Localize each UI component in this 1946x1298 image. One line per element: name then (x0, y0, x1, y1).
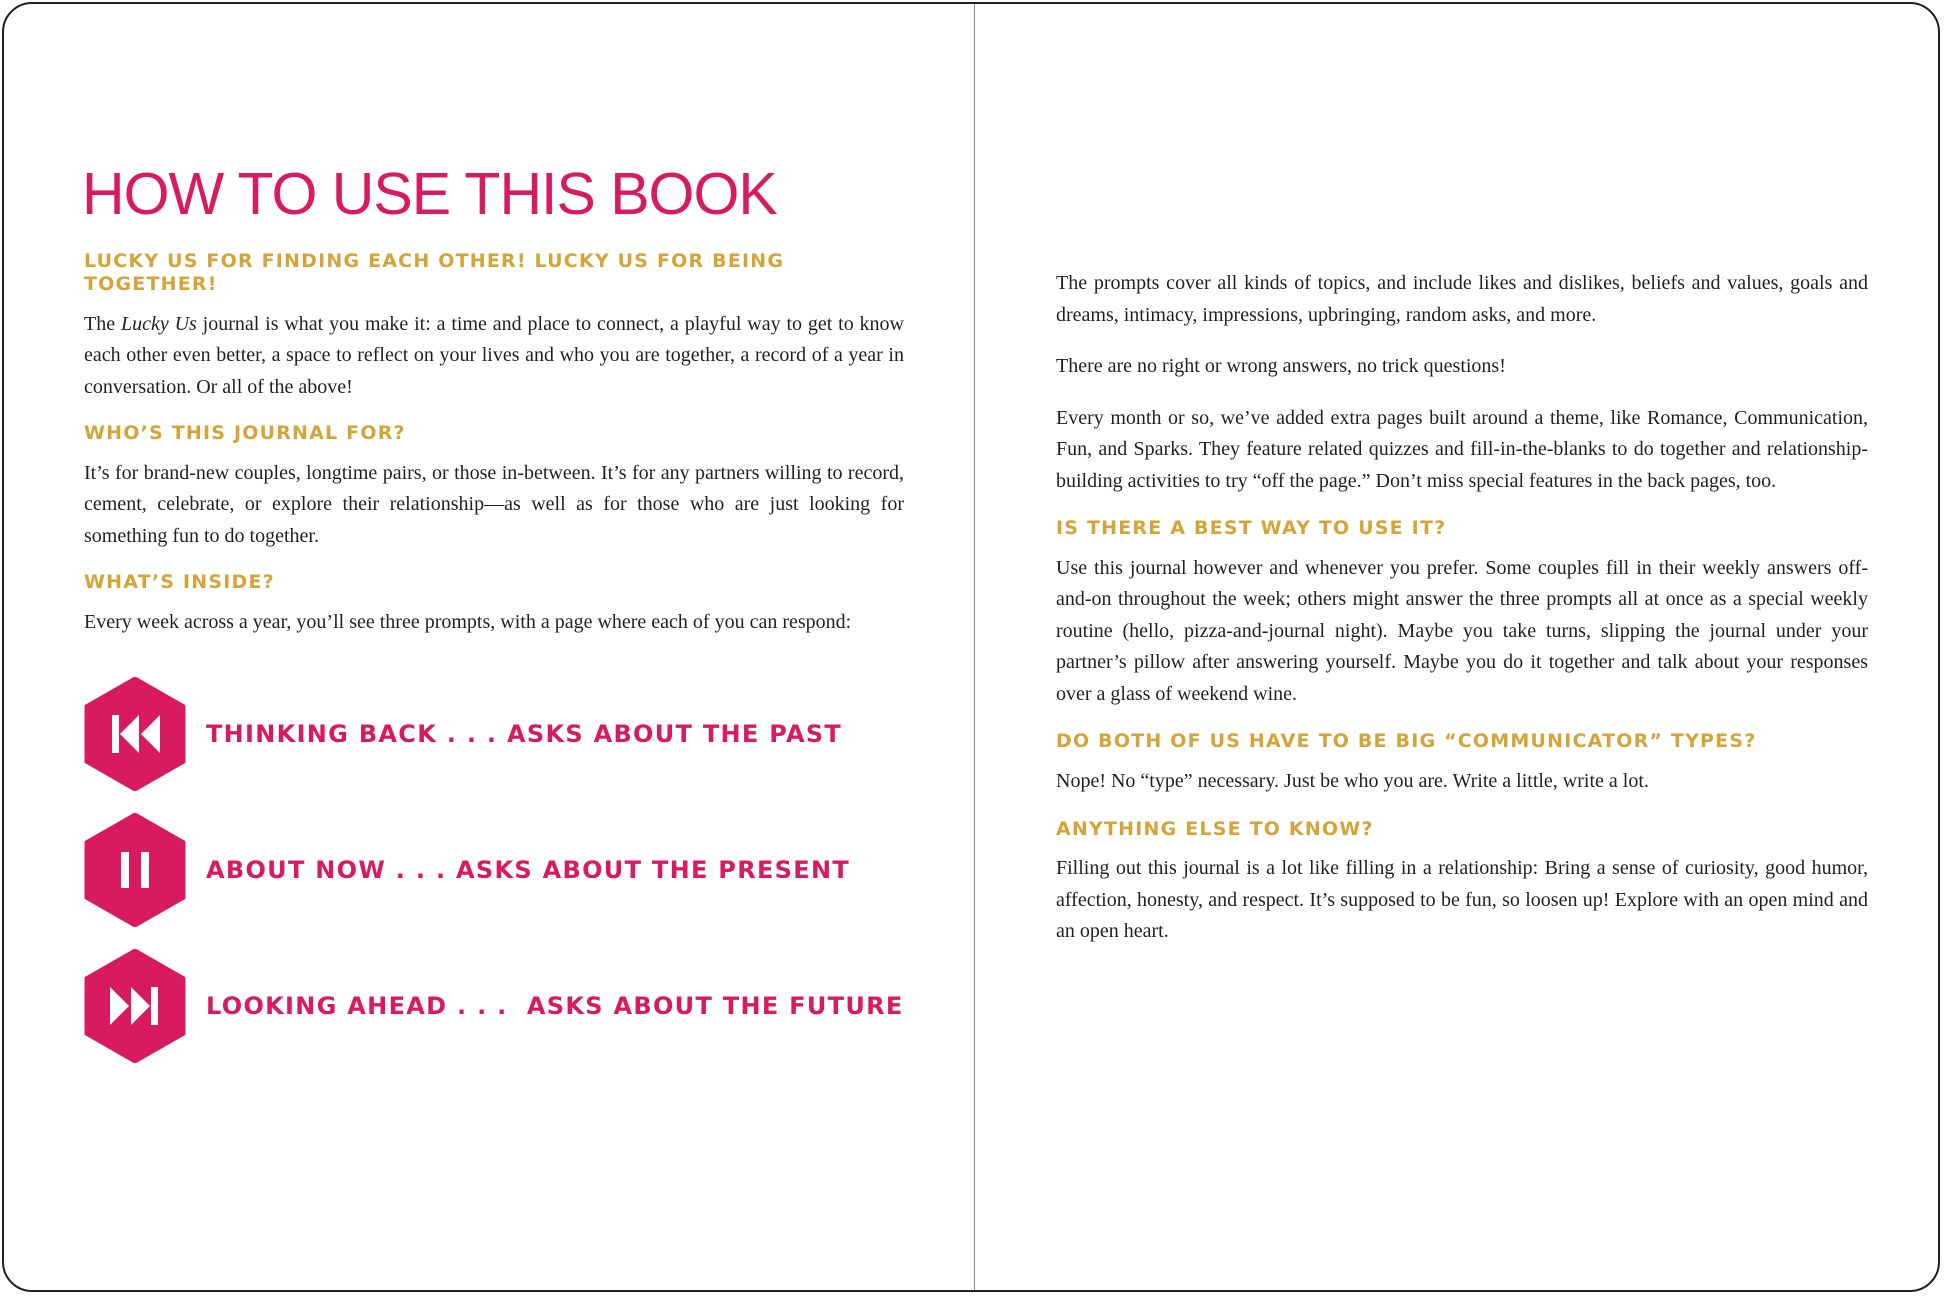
page-title: HOW TO USE THIS BOOK (82, 161, 777, 227)
book-spread (2, 2, 1940, 1292)
right-page (1056, 268, 1868, 968)
pause-icon (84, 813, 186, 927)
section-body-whats-inside: Every week across a year, you’ll see three prompts, with a page where each of you can respond: (84, 611, 852, 634)
body-text: The (84, 312, 121, 335)
section-heading-whats-inside: WHAT’S INSIDE? (84, 571, 275, 594)
prompt-future (84, 949, 904, 1063)
prompt-label-past: THINKING BACK . . . ASKS ABOUT THE PAST (206, 719, 843, 748)
prompt-present (84, 813, 904, 927)
rewind-icon (84, 677, 186, 791)
section-body-best-way: Use this journal however and whenever you prefer. Some couples fill in their weekly answers off-and-on throughout the week; others might answer the three prompts all at once as a special weekly routine (hello, pizza-and-journal night). Maybe you take turns, slipping the journal under your partner’s pillow after answering yourself. Maybe you do it together and talk about your responses over a glass of weekend wine. (1056, 556, 1868, 705)
section-body-anything-else: Filling out this journal is a lot like filling in a relationship: Bring a sense of curiosity, good humor, affection, honesty, and respect. It’s supposed to be fun, so loosen up! Explore with an open mind and an open heart. (1056, 857, 1868, 943)
prompt-label-future: LOOKING AHEAD . . . ASKS ABOUT THE FUTURE (206, 991, 904, 1020)
section-heading-communicator: DO BOTH OF US HAVE TO BE BIG “COMMUNICATOR” TYPES? (1056, 730, 1757, 753)
body-text: journal is what you make it: a time and place to connect, a playful way to get to know each other even better, a space to reflect on your lives and who you are together, a record of a year in conversation. Or all of the above! (84, 312, 905, 398)
paragraph-extra-pages: Every month or so, we’ve added extra pages built around a theme, like Romance, Communication, Fun, and Sparks. They feature related quizzes and fill-in-the-blanks to do together and relationship-building activities to try “off the page.” Don’t miss special features in the back pages, too. (1056, 406, 1868, 492)
paragraph-no-right-wrong: There are no right or wrong answers, no trick questions! (1056, 355, 1506, 377)
section-body-who-for: It’s for brand-new couples, longtime pairs, or those in-between. It’s for any partners willing to record, cement, celebrate, or explore their relationship—as well as for those who are just looking for something fun to do together. (84, 461, 904, 547)
fast-forward-icon (84, 949, 186, 1063)
prompt-past (84, 677, 904, 791)
journal-name-italic: Lucky Us (120, 312, 197, 335)
section-heading-lucky-us: LUCKY US FOR FINDING EACH OTHER! LUCKY US FOR BEING TOGETHER! (84, 249, 785, 295)
section-heading-anything-else: ANYTHING ELSE TO KNOW? (1056, 817, 1374, 840)
section-heading-best-way: IS THERE A BEST WAY TO USE IT? (1056, 517, 1447, 539)
section-body-communicator: Nope! No “type” necessary. Just be who you are. Write a little, write a lot. (1056, 770, 1649, 793)
prompt-label-present: ABOUT NOW . . . ASKS ABOUT THE PRESENT (206, 855, 851, 884)
page-gutter (974, 4, 975, 1290)
left-page (82, 161, 905, 1085)
prompt-list (84, 677, 904, 1063)
paragraph-prompts-cover: The prompts cover all kinds of topics, and include likes and dislikes, beliefs and values, goals and dreams, intimacy, impressions, upbringing, random asks, and more. (1056, 272, 1868, 326)
section-heading-who-for: WHO’S THIS JOURNAL FOR? (84, 422, 406, 445)
section-body-lucky-us (84, 309, 904, 404)
